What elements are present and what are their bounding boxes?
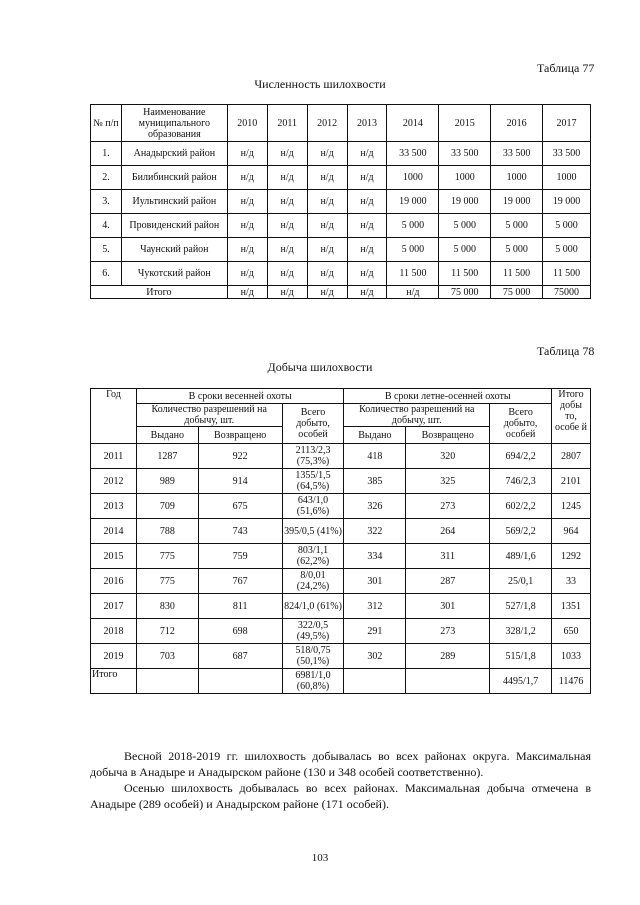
table-cell: 698 — [198, 619, 282, 644]
table-cell: 33 500 — [491, 142, 543, 166]
table-cell: Анадырский район — [121, 142, 227, 166]
column-header: Наименование муниципального образования — [121, 105, 227, 142]
table-cell: 2807 — [552, 444, 591, 469]
table-cell: 322 — [344, 519, 406, 544]
table-cell: 922 — [198, 444, 282, 469]
table-row — [91, 494, 591, 519]
total-cell: н/д — [227, 286, 267, 299]
table-cell: 2017 — [91, 594, 137, 619]
table-cell: 2101 — [552, 469, 591, 494]
table-cell: 2013 — [91, 494, 137, 519]
table-cell: 264 — [406, 519, 490, 544]
total-cell: 75000 — [543, 286, 591, 299]
column-header: 2010 — [227, 105, 267, 142]
table-row — [91, 619, 591, 644]
table-cell: 2019 — [91, 644, 137, 669]
table-cell: н/д — [267, 142, 307, 166]
table-row — [91, 214, 591, 238]
table-cell: 5 000 — [387, 238, 439, 262]
table-cell: 325 — [406, 469, 490, 494]
table-cell: 650 — [552, 619, 591, 644]
table-row — [91, 444, 591, 469]
header-autumn-taken: Всего добыто, особей — [490, 404, 552, 444]
column-header: 2012 — [307, 105, 347, 142]
paragraph-autumn: Осенью шилохвость добывалась во всех районах. Максимальная добыча отмечена в Анадыре (289 особей) и Анадырском районе (171 особей). — [90, 781, 591, 811]
total-cell: н/д — [347, 286, 387, 299]
table-cell: 302 — [344, 644, 406, 669]
table-cell: 5 000 — [543, 214, 591, 238]
total-cell: н/д — [267, 286, 307, 299]
table-cell: 6. — [91, 262, 122, 286]
column-header: 2011 — [267, 105, 307, 142]
table-cell: 273 — [406, 619, 490, 644]
table-cell: н/д — [347, 214, 387, 238]
table-cell — [198, 669, 282, 694]
table-cell: 703 — [136, 644, 198, 669]
total-cell: Итого — [91, 286, 228, 299]
table-cell: 2012 — [91, 469, 137, 494]
table-cell: 301 — [406, 594, 490, 619]
table-cell: 33 500 — [543, 142, 591, 166]
table78-body — [91, 444, 591, 694]
table-cell: 2. — [91, 166, 122, 190]
table-cell: Чукотский район — [121, 262, 227, 286]
table77-caption: Таблица 77 — [537, 61, 595, 75]
table-cell: 5 000 — [491, 238, 543, 262]
table78-header-row-1 — [91, 389, 591, 404]
header-autumn: В сроки летне-осенней охоты — [344, 389, 552, 404]
header-spring-returned: Возвращено — [198, 427, 282, 444]
table-cell: 19 000 — [387, 190, 439, 214]
paragraph-spring: Весной 2018-2019 гг. шилохвость добывалась во всех районах округа. Максимальная добыча в Анадыре и Анадырском районе (130 и 348 особей соответственно). — [90, 749, 591, 779]
table-cell: 4495/1,7 — [490, 669, 552, 694]
table-cell: Итого — [91, 669, 137, 694]
table-cell: 19 000 — [543, 190, 591, 214]
table-cell: 5 000 — [491, 214, 543, 238]
table-cell: н/д — [347, 262, 387, 286]
table-row — [91, 262, 591, 286]
table-total-row — [91, 286, 591, 299]
table-cell: 767 — [198, 569, 282, 594]
column-header: 2017 — [543, 105, 591, 142]
page-number: 103 — [311, 852, 329, 864]
table-cell: 518/0,75 (50,1%) — [282, 644, 344, 669]
table-cell: 1000 — [543, 166, 591, 190]
table-cell: 709 — [136, 494, 198, 519]
table-cell: 775 — [136, 544, 198, 569]
column-header: 2013 — [347, 105, 387, 142]
table-cell: Чаунский район — [121, 238, 227, 262]
table-cell: н/д — [227, 238, 267, 262]
column-header: 2015 — [439, 105, 491, 142]
table-cell: 334 — [344, 544, 406, 569]
table-cell: 811 — [198, 594, 282, 619]
total-cell: н/д — [387, 286, 439, 299]
table-cell: 273 — [406, 494, 490, 519]
header-spring-issued: Выдано — [136, 427, 198, 444]
table-cell: н/д — [307, 166, 347, 190]
table-cell: 385 — [344, 469, 406, 494]
table-cell — [136, 669, 198, 694]
table-cell: 2011 — [91, 444, 137, 469]
table-cell: 418 — [344, 444, 406, 469]
table-cell: 320 — [406, 444, 490, 469]
table-cell: 788 — [136, 519, 198, 544]
table-cell: 33 — [552, 569, 591, 594]
table78-header-row-2 — [91, 404, 591, 427]
table-cell: 312 — [344, 594, 406, 619]
table-cell: 11476 — [552, 669, 591, 694]
table-cell: н/д — [267, 166, 307, 190]
table-cell: 775 — [136, 569, 198, 594]
table-cell: 2113/2,3 (75,3%) — [282, 444, 344, 469]
table-cell: н/д — [307, 262, 347, 286]
total-cell: н/д — [307, 286, 347, 299]
table-cell: 2018 — [91, 619, 137, 644]
table-cell: 830 — [136, 594, 198, 619]
table-cell: 33 500 — [439, 142, 491, 166]
table-cell: 743 — [198, 519, 282, 544]
table-cell: 643/1,0 (51,6%) — [282, 494, 344, 519]
table-row — [91, 469, 591, 494]
table-cell: н/д — [347, 166, 387, 190]
table-cell: 11 500 — [387, 262, 439, 286]
table-cell: 5 000 — [439, 238, 491, 262]
table-cell: 989 — [136, 469, 198, 494]
table77-header-row — [91, 105, 591, 142]
table-cell: 5 000 — [387, 214, 439, 238]
table-cell: н/д — [227, 262, 267, 286]
table-row — [91, 166, 591, 190]
table-cell: 2015 — [91, 544, 137, 569]
table-cell: 1033 — [552, 644, 591, 669]
table-cell: 2014 — [91, 519, 137, 544]
table-cell: н/д — [267, 190, 307, 214]
table-row — [91, 519, 591, 544]
table-cell — [406, 669, 490, 694]
table-cell: 322/0,5 (49,5%) — [282, 619, 344, 644]
table-row — [91, 190, 591, 214]
table-row — [91, 644, 591, 669]
table-cell: Билибинский район — [121, 166, 227, 190]
header-autumn-permits: Количество разрешений на добычу, шт. — [344, 404, 490, 427]
table-cell: 687 — [198, 644, 282, 669]
table-cell: 694/2,2 — [490, 444, 552, 469]
column-header: № п/п — [91, 105, 122, 142]
header-year: Год — [91, 389, 137, 444]
table-cell: 1000 — [491, 166, 543, 190]
header-spring: В сроки весенней охоты — [136, 389, 344, 404]
table-cell: 4. — [91, 214, 122, 238]
total-cell: 75 000 — [491, 286, 543, 299]
table77-title: Численность шилохвости — [254, 77, 386, 91]
population-table — [90, 104, 591, 299]
table-cell: 395/0,5 (41%) — [282, 519, 344, 544]
table-cell: 5 000 — [543, 238, 591, 262]
table-cell: 1351 — [552, 594, 591, 619]
table-cell: 5 000 — [439, 214, 491, 238]
harvest-table — [90, 388, 591, 694]
header-autumn-issued: Выдано — [344, 427, 406, 444]
table-cell: 746/2,3 — [490, 469, 552, 494]
table-cell: 1355/1,5 (64,5%) — [282, 469, 344, 494]
total-cell: 75 000 — [439, 286, 491, 299]
table-row — [91, 669, 591, 694]
table-cell: н/д — [267, 238, 307, 262]
table-cell: 291 — [344, 619, 406, 644]
header-spring-permits: Количество разрешений на добычу, шт. — [136, 404, 282, 427]
table-cell: 326 — [344, 494, 406, 519]
table-cell: 301 — [344, 569, 406, 594]
table-cell: 19 000 — [439, 190, 491, 214]
table-cell: 1. — [91, 142, 122, 166]
table-cell: н/д — [307, 190, 347, 214]
table-cell: н/д — [227, 166, 267, 190]
table-cell: 2016 — [91, 569, 137, 594]
table-cell: н/д — [227, 190, 267, 214]
table-row — [91, 142, 591, 166]
table-cell: Иультинский район — [121, 190, 227, 214]
table-cell: н/д — [227, 142, 267, 166]
table-cell: 675 — [198, 494, 282, 519]
header-total: Итого добы то, особе й — [552, 389, 591, 444]
table-cell: 328/1,2 — [490, 619, 552, 644]
table-cell: 803/1,1 (62,2%) — [282, 544, 344, 569]
table-cell: 515/1,8 — [490, 644, 552, 669]
table-cell: н/д — [347, 238, 387, 262]
table-cell: 11 500 — [491, 262, 543, 286]
table-row — [91, 594, 591, 619]
table-cell: 759 — [198, 544, 282, 569]
table-cell: 11 500 — [439, 262, 491, 286]
table-cell: 287 — [406, 569, 490, 594]
table-cell: 5. — [91, 238, 122, 262]
table-cell: н/д — [307, 142, 347, 166]
table-cell: н/д — [267, 214, 307, 238]
table-cell: н/д — [307, 214, 347, 238]
table-cell: 8/0,01 (24,2%) — [282, 569, 344, 594]
table-cell: 1287 — [136, 444, 198, 469]
table-cell: 527/1,8 — [490, 594, 552, 619]
table-cell: 3. — [91, 190, 122, 214]
table-cell: 311 — [406, 544, 490, 569]
table-cell: 1292 — [552, 544, 591, 569]
table-cell: 1245 — [552, 494, 591, 519]
table-cell: н/д — [347, 190, 387, 214]
column-header: 2014 — [387, 105, 439, 142]
table-cell: 489/1,6 — [490, 544, 552, 569]
table-cell: 19 000 — [491, 190, 543, 214]
table77-body — [91, 105, 591, 299]
table-cell: 11 500 — [543, 262, 591, 286]
table-cell: 1000 — [439, 166, 491, 190]
table-cell: 6981/1,0 (60,8%) — [282, 669, 344, 694]
table-cell: 712 — [136, 619, 198, 644]
table-cell: н/д — [307, 238, 347, 262]
table-cell: н/д — [267, 262, 307, 286]
table-cell: 569/2,2 — [490, 519, 552, 544]
table-row — [91, 544, 591, 569]
header-spring-taken: Всего добыто, особей — [282, 404, 344, 444]
table-cell: н/д — [227, 214, 267, 238]
column-header: 2016 — [491, 105, 543, 142]
body-text — [90, 748, 591, 812]
header-autumn-returned: Возвращено — [406, 427, 490, 444]
table-cell: 1000 — [387, 166, 439, 190]
table-cell: 33 500 — [387, 142, 439, 166]
table78-caption: Таблица 78 — [537, 344, 595, 358]
table-cell: 602/2,2 — [490, 494, 552, 519]
table-cell: 25/0,1 — [490, 569, 552, 594]
table-cell: 289 — [406, 644, 490, 669]
table-cell: н/д — [347, 142, 387, 166]
table-cell: Провиденский район — [121, 214, 227, 238]
table78-title: Добыча шилохвости — [267, 360, 373, 374]
table-cell: 824/1,0 (61%) — [282, 594, 344, 619]
table-row — [91, 569, 591, 594]
table-cell: 914 — [198, 469, 282, 494]
table-cell: 964 — [552, 519, 591, 544]
table-cell — [344, 669, 406, 694]
table-row — [91, 238, 591, 262]
